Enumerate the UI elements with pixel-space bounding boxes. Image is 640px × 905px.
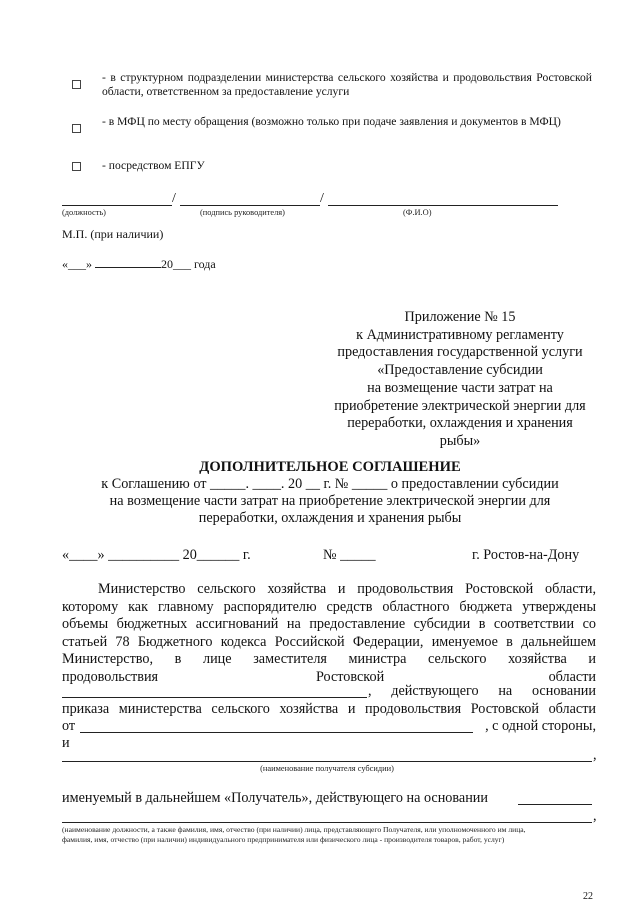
word-oblasti: области xyxy=(548,668,596,685)
position-line xyxy=(62,205,172,206)
named-as-text: именуемый в дальнейшем «Получатель», действующего на основании xyxy=(62,790,488,806)
option-checkbox[interactable] xyxy=(72,124,81,133)
agreement-date: «____» __________ 20______ г. xyxy=(62,547,251,563)
representative-line[interactable] xyxy=(62,822,592,823)
appendix-line: приобретение электрической энергии для xyxy=(334,397,586,414)
recipient-line[interactable] xyxy=(62,761,592,762)
body-line: Министерство, в лице заместителя министра сельского хозяйства и xyxy=(62,651,596,667)
agreement-subtitle-line: переработки, охлаждения и хранения рыбы xyxy=(198,510,462,526)
stamp-note: М.П. (при наличии) xyxy=(62,227,164,241)
signature-line xyxy=(180,205,320,206)
option-checkbox[interactable] xyxy=(72,162,81,171)
recipient-caption: (наименование получателя субсидии) xyxy=(260,764,394,773)
agreement-title: ДОПОЛНИТЕЛЬНОЕ СОГЛАШЕНИЕ xyxy=(199,459,461,475)
comma: , xyxy=(593,747,597,763)
appendix-line: Приложение № 15 xyxy=(404,309,516,325)
body-line: Министерство сельского хозяйства и продовольствия Ростовской области, xyxy=(98,581,596,597)
body-paragraph xyxy=(62,581,596,669)
agreement-number: № _____ xyxy=(323,547,376,563)
name-line xyxy=(328,205,558,206)
option-mfc xyxy=(72,115,592,145)
date-year: 20___ года xyxy=(161,257,216,271)
appendix-line: рыбы» xyxy=(439,432,481,449)
option-text: - в МФЦ по месту обращения (возможно только при подаче заявления и документов в МФЦ) xyxy=(102,115,561,128)
option-text: - в структурном подразделении министерства сельского хозяйства и продовольствия Ростовской области, ответственном за предоставление услуги xyxy=(102,71,592,98)
word-prodovolstvie: продовольствия xyxy=(62,668,159,685)
body-line: объемы бюджетных ассигнований на предоставление субсидии в соответствии со xyxy=(62,616,596,632)
slash: / xyxy=(172,191,176,206)
signature-label: (подпись руководителя) xyxy=(200,208,285,217)
agreement-city: г. Ростов-на-Дону xyxy=(472,547,580,563)
date-month-line xyxy=(95,257,161,268)
slash: / xyxy=(320,191,324,206)
body-line: которому как главному распорядителю средств областного бюджета утверждены xyxy=(62,598,596,615)
caption-line: (наименование должности, а также фамилия, имя, отчество (при наличии) лица, представляющего Получателя, или уполномоченного им лица, xyxy=(62,825,526,834)
from-label: от xyxy=(62,718,76,734)
name-label: (Ф.И.О) xyxy=(403,208,432,217)
representative-caption xyxy=(62,825,596,845)
appendix-block xyxy=(300,309,620,451)
appendix-line: предоставления государственной услуги xyxy=(337,344,583,361)
appendix-line: на возмещение части затрат на xyxy=(367,379,553,396)
deputy-name-line[interactable] xyxy=(62,697,367,698)
first-party-tail: , с одной стороны, xyxy=(485,718,596,734)
agreement-header xyxy=(60,459,600,527)
date-open: «___» xyxy=(62,257,92,271)
body-line: статьей 78 Бюджетного кодекса Российской Федерации, именуемое в дальнейшем xyxy=(62,633,596,650)
agreement-subtitle-line: к Соглашению от _____. ____. 20 __ г. № _____ о предоставлении субсидии xyxy=(101,476,559,492)
body-line-7-tail: , действующего на основании xyxy=(368,683,596,699)
appendix-line: переработки, охлаждения и хранения xyxy=(347,415,573,432)
sign-date xyxy=(62,257,216,272)
page-number: 22 xyxy=(583,891,593,902)
agreement-subtitle-line: на возмещение части затрат на приобретение электрической энергии для xyxy=(109,493,551,509)
basis-line[interactable] xyxy=(518,804,592,805)
position-label: (должность) xyxy=(62,208,106,217)
appendix-line: «Предоставление субсидии xyxy=(377,362,543,379)
word-rostovskoy: Ростовской xyxy=(316,668,385,685)
option-text: - посредством ЕПГУ xyxy=(102,159,205,172)
option-checkbox[interactable] xyxy=(72,80,81,89)
comma: , xyxy=(593,808,597,824)
order-line[interactable] xyxy=(80,732,473,733)
body-line-8: приказа министерства сельского хозяйства и продовольствия Ростовской области xyxy=(62,701,596,717)
and-label: и xyxy=(62,735,70,751)
option-ministry xyxy=(72,71,592,101)
caption-line: фамилия, имя, отчество (при наличии) индивидуального предпринимателя или физического лица - производителя товаров, работ, услуг) xyxy=(62,835,505,844)
appendix-line: к Административному регламенту xyxy=(356,326,564,343)
option-epgu xyxy=(72,159,592,175)
